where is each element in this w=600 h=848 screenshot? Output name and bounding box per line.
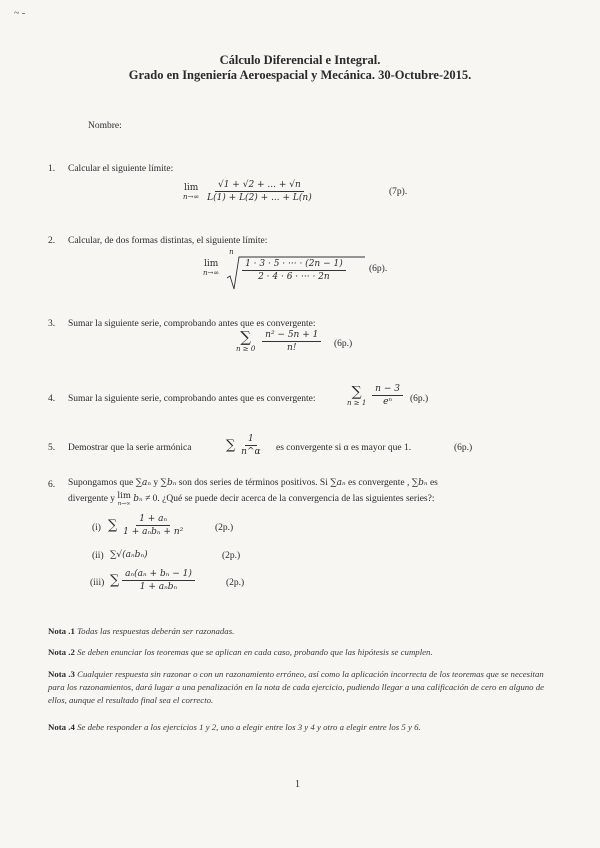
sub-ii-formula: ∑√(aₙbₙ) bbox=[110, 550, 148, 560]
p6-text-b: son dos series de términos positivos. Si bbox=[178, 478, 328, 488]
note-3 bbox=[48, 668, 558, 707]
sub-i-numerator: 1 + aₙ bbox=[136, 514, 170, 526]
p1-denominator: L(1) + L(2) + ... + L(n) bbox=[207, 193, 312, 203]
p6-text-e: divergente y bbox=[68, 494, 116, 505]
sub-i-sigma: ∑ bbox=[108, 518, 118, 533]
p4-numerator: n − 3 bbox=[372, 384, 403, 396]
p2-root-index: n bbox=[229, 248, 234, 256]
p4-denominator: eⁿ bbox=[383, 397, 393, 407]
p2-lim-sub: n→∞ bbox=[203, 269, 220, 277]
p3-denominator: n! bbox=[287, 343, 297, 353]
problem-4-number: 4. bbox=[48, 394, 56, 404]
p3-numerator: n² − 5n + 1 bbox=[262, 330, 321, 342]
p6-text-f: ≠ 0. ¿Qué se puede decir acerca de la convergencia de las siguientes series?: bbox=[145, 494, 435, 505]
problem-3-text: Sumar la siguiente serie, comprobando antes que es convergente: bbox=[68, 319, 316, 329]
problem-5-number: 5. bbox=[48, 443, 56, 453]
p1-numerator: √1 + √2 + ... + √n bbox=[215, 180, 304, 192]
problem-6-line1 bbox=[68, 478, 438, 488]
problem-4-text: Sumar la siguiente serie, comprobando antes que es convergente: bbox=[68, 394, 316, 404]
sub-iii-label: (iii) bbox=[90, 578, 105, 588]
problem-1-number: 1. bbox=[48, 164, 56, 174]
note-1-label: Nota .1 bbox=[48, 626, 75, 636]
note-4-text: Se debe responder a los ejercicios 1 y 2, uno a elegir entre los 3 y 4 y otro a elegir entre los 5 y 6. bbox=[77, 722, 421, 732]
p6-sum-a2: ∑aₙ bbox=[330, 478, 346, 488]
sub-i-formula bbox=[108, 514, 186, 537]
problem-3-formula bbox=[236, 330, 321, 353]
note-2-text: Se deben enunciar los teoremas que se aplican en cada caso, probando que las hipótesis se cumplen. bbox=[77, 647, 433, 657]
note-3-label: Nota .3 bbox=[48, 669, 75, 679]
problem-2-text: Calcular, de dos formas distintas, el siguiente límite: bbox=[68, 236, 268, 246]
p6-text-c: es convergente , bbox=[348, 478, 410, 488]
problem-4-formula bbox=[347, 384, 403, 407]
problem-4-points: (6p.) bbox=[410, 394, 429, 404]
problem-3-number: 3. bbox=[48, 319, 56, 329]
sub-ii-label: (ii) bbox=[92, 551, 104, 561]
exam-subtitle: Grado en Ingeniería Aeroespacial y Mecánica. 30-Octubre-2015. bbox=[128, 68, 472, 82]
note-1-text: Todas las respuestas deberán ser razonadas. bbox=[77, 626, 235, 636]
p6-y: y bbox=[153, 478, 159, 488]
exam-title: Cálculo Diferencial e Integral. bbox=[219, 53, 381, 67]
p4-sub: n ≥ 1 bbox=[347, 398, 367, 407]
problem-2-formula bbox=[203, 248, 346, 282]
problem-5-points: (6p.) bbox=[454, 443, 473, 453]
p6-text-a: Supongamos que bbox=[68, 478, 134, 488]
problem-5-formula bbox=[226, 434, 264, 457]
problem-1-points: (7p). bbox=[389, 187, 408, 197]
problem-5-text: Demostrar que la serie armónica bbox=[68, 443, 192, 453]
problem-1-text: Calcular el siguiente límite: bbox=[68, 164, 174, 174]
note-4-label: Nota .4 bbox=[48, 722, 75, 732]
problem-6-number: 6. bbox=[48, 480, 56, 490]
p4-sigma: ∑ bbox=[351, 383, 362, 400]
problem-2-points: (6p). bbox=[369, 264, 388, 274]
p6-lim: lim bbox=[117, 491, 131, 501]
sub-i-label: (i) bbox=[92, 523, 101, 533]
p5-numerator: 1 bbox=[245, 434, 257, 446]
note-4 bbox=[48, 721, 558, 734]
p6-sum-b2: ∑bₙ bbox=[411, 478, 428, 488]
name-label: Nombre: bbox=[88, 121, 122, 131]
sub-iii-formula bbox=[110, 569, 195, 592]
problem-1-formula bbox=[183, 180, 315, 203]
p1-lim: lim bbox=[183, 182, 199, 193]
note-2 bbox=[48, 646, 558, 659]
p3-sub: n ≥ 0 bbox=[236, 345, 256, 353]
p5-denominator: n^α bbox=[241, 447, 261, 457]
p5-sigma: ∑ bbox=[226, 438, 236, 453]
sub-iii-points: (2p.) bbox=[226, 578, 245, 588]
problem-5-text-b: es convergente si α es mayor que 1. bbox=[276, 443, 412, 453]
p6-sum-a: ∑aₙ bbox=[135, 478, 152, 488]
note-1 bbox=[48, 625, 558, 638]
p2-lim: lim bbox=[203, 259, 219, 269]
radical-icon bbox=[226, 254, 366, 292]
sub-i-points: (2p.) bbox=[215, 523, 234, 533]
problem-2-number: 2. bbox=[48, 236, 56, 246]
sub-ii-points: (2p.) bbox=[222, 551, 241, 561]
p3-sigma: ∑ bbox=[240, 328, 251, 346]
corner-mark: ~ - bbox=[14, 8, 26, 19]
note-3-text: Cualquier respuesta sin razonar o con un razonamiento erróneo, así como la aplicación incorrecta de los teoremas que se necesitan para los razonamientos, dará lugar a una penalización en la nota de cada ejercicio, pudiendo llegar a una calificación de cero en alguno de ellos, aunque el resultado final sea el correcto. bbox=[48, 669, 545, 705]
sub-iii-denominator: 1 + aₙbₙ bbox=[139, 582, 178, 592]
problem-3-points: (6p.) bbox=[334, 339, 353, 349]
sub-iii-sigma: ∑ bbox=[110, 573, 120, 588]
sub-i-denominator: 1 + aₙbₙ + n² bbox=[123, 527, 184, 537]
p6-text-d: es bbox=[429, 478, 438, 488]
p2-numerator: 1 · 3 · 5 · ··· · (2n − 1) bbox=[242, 259, 346, 271]
p6-lim-b: bₙ bbox=[133, 494, 143, 505]
p6-lim-sub: n→∞ bbox=[117, 501, 131, 507]
note-2-label: Nota .2 bbox=[48, 647, 75, 657]
page-number: 1 bbox=[295, 779, 300, 790]
p2-denominator: 2 · 4 · 6 · ··· · 2n bbox=[258, 272, 330, 282]
sub-iii-numerator: aₙ(aₙ + bₙ − 1) bbox=[122, 569, 195, 581]
p1-lim-sub: n→∞ bbox=[183, 192, 200, 201]
p6-sum-b: ∑bₙ bbox=[160, 478, 177, 488]
problem-6-line2 bbox=[68, 491, 434, 507]
